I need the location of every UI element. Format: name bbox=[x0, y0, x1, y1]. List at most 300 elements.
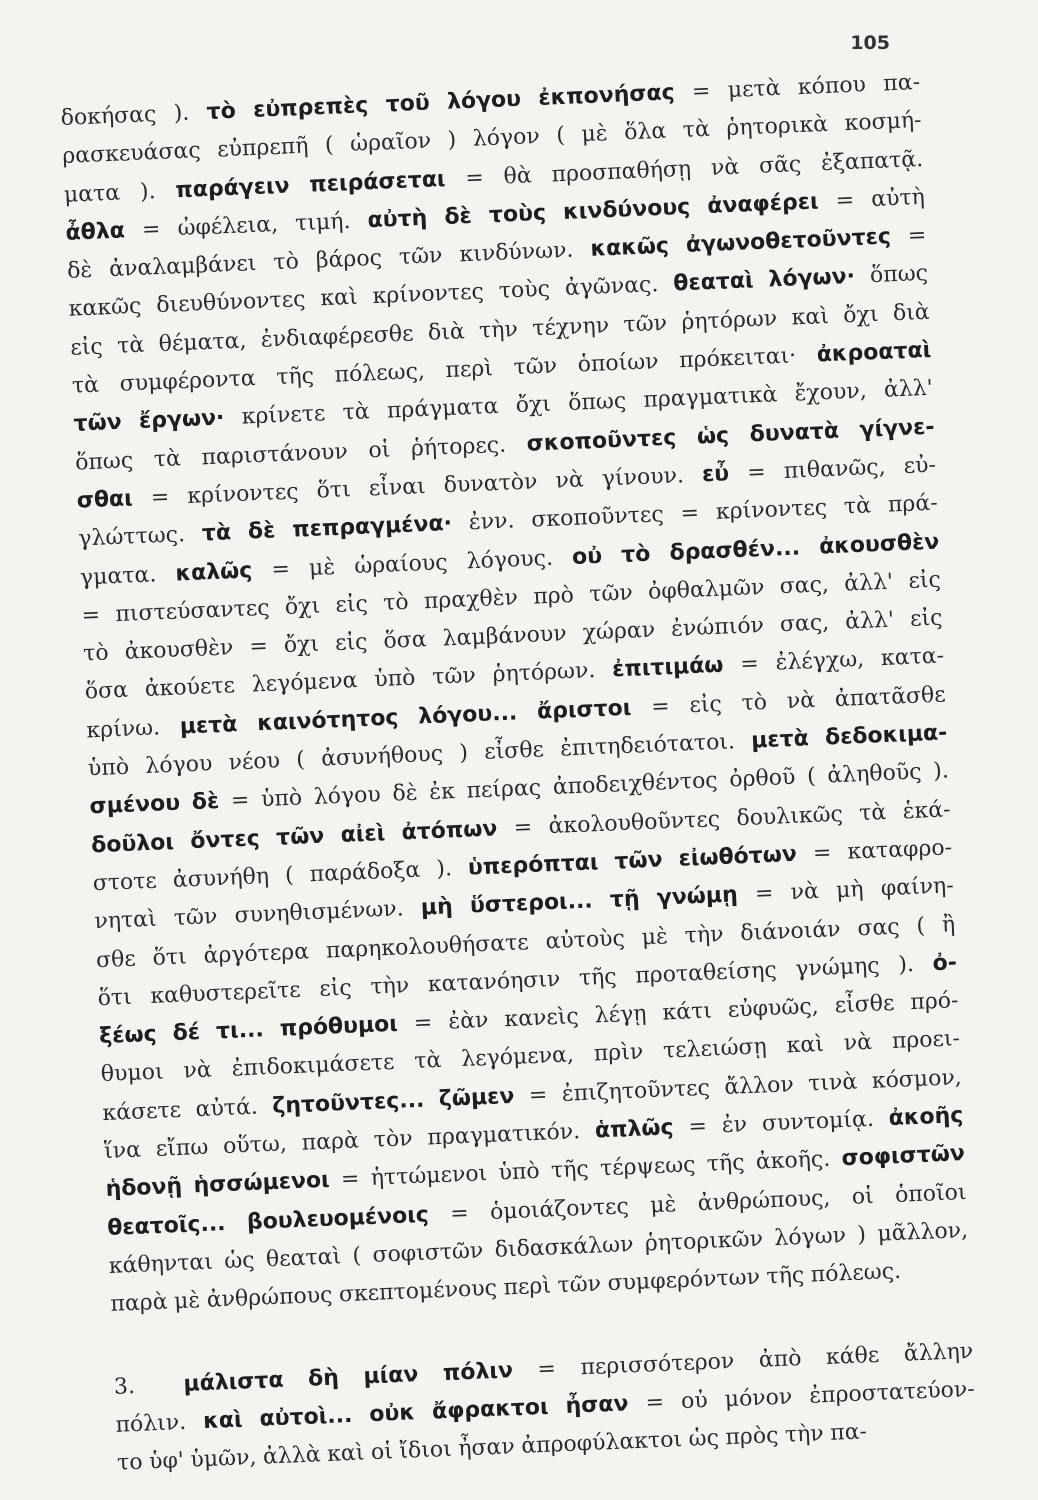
gloss-word: μὲ bbox=[173, 1288, 201, 1315]
gloss-word: λόγου bbox=[144, 751, 213, 780]
gloss-word: κάσετε bbox=[101, 1097, 182, 1126]
gloss-word: λόγους. bbox=[466, 545, 554, 574]
gloss-word: τῶν bbox=[173, 904, 218, 932]
gloss-word: δοκήσας bbox=[60, 101, 157, 131]
gloss-word: τὸ bbox=[382, 589, 410, 616]
lemma-word: τοὺς bbox=[488, 200, 547, 229]
gloss-word: σκοποῦντες bbox=[530, 502, 665, 533]
gloss-word: τὰ bbox=[682, 117, 711, 144]
gloss-word: οὐ bbox=[680, 1387, 709, 1414]
gloss-word: ἐνν. bbox=[468, 508, 515, 536]
lemma-word: πεπραγμένα· bbox=[291, 511, 453, 543]
gloss-word: = bbox=[812, 840, 832, 867]
lemma-word: δεδοκιμα- bbox=[824, 720, 948, 751]
gloss-word: οἱ bbox=[370, 1439, 394, 1466]
gloss-word: εἶναι bbox=[368, 474, 427, 502]
gloss-word: ἡττώμενοι bbox=[370, 1161, 488, 1192]
gloss-word: οἱ bbox=[367, 437, 391, 464]
gloss-word: κακῶς bbox=[68, 294, 142, 323]
gloss-word: τελειώσῃ bbox=[662, 1034, 768, 1064]
gloss-word: ἐλέγχω, bbox=[775, 647, 865, 676]
lemma-word: πειράσεται bbox=[308, 166, 446, 198]
gloss-word: κόπου bbox=[797, 72, 867, 101]
gloss-word: σας, bbox=[779, 610, 830, 638]
gloss-word: τὸ bbox=[741, 689, 768, 716]
gloss-word: = bbox=[141, 216, 161, 243]
gloss-word: ὠφέλεια, bbox=[177, 211, 279, 242]
gloss-word: ὡς bbox=[223, 1247, 256, 1275]
gloss-word: τῶν bbox=[513, 353, 558, 381]
lemma-word: ζῶμεν bbox=[438, 1083, 515, 1112]
gloss-word: ἀλλ' bbox=[843, 569, 894, 597]
gloss-word: καταφρο- bbox=[846, 835, 953, 865]
gloss-word: εἰς bbox=[334, 591, 369, 618]
gloss-word: ἑκά- bbox=[902, 796, 952, 824]
gloss-word: κάτι bbox=[661, 998, 713, 1026]
gloss-word: ὁποῖοι bbox=[894, 1179, 968, 1208]
gloss-word: πράγματα bbox=[386, 394, 499, 424]
gloss-word: λόγον bbox=[472, 124, 541, 153]
gloss-word: τὴν bbox=[784, 1421, 825, 1448]
gloss-word: ὑπὸ bbox=[87, 754, 130, 782]
gloss-word: ρασκευάσας bbox=[61, 138, 202, 170]
gloss-word: ὑπὸ bbox=[260, 785, 303, 813]
gloss-word: ὡραίους bbox=[353, 549, 449, 579]
lemma-word: μάλιστα bbox=[182, 1367, 285, 1397]
gloss-word: ὡς bbox=[688, 1425, 720, 1452]
gloss-word: κοσμή- bbox=[844, 108, 923, 137]
gloss-word: ( bbox=[806, 764, 817, 790]
lemma-word: ζητοῦντες... bbox=[271, 1087, 425, 1119]
lemma-word: ἁπλῶς bbox=[594, 1115, 675, 1144]
gloss-word: ) bbox=[447, 127, 457, 154]
lemma-word: ἀτόπων bbox=[401, 815, 498, 845]
gloss-word: οἱ bbox=[851, 1183, 875, 1210]
lemma-word: κακῶς bbox=[589, 233, 670, 263]
lemma-word: μετὰ bbox=[179, 711, 238, 740]
gloss-word: προταθείσης bbox=[634, 957, 778, 989]
gloss-word: νὰ bbox=[843, 1030, 873, 1057]
gloss-word: δυνατὸν bbox=[443, 469, 538, 499]
gloss-word: ῥητορικῶν bbox=[644, 1226, 764, 1257]
gloss-word: τῶν bbox=[556, 1271, 602, 1299]
gloss-word: ὅπως bbox=[567, 388, 627, 417]
gloss-word: ὁποίων bbox=[577, 349, 660, 378]
gloss-word: = bbox=[754, 881, 774, 907]
lemma-word: κινδύνους bbox=[562, 194, 691, 225]
gloss-word: = bbox=[739, 651, 760, 678]
gloss-word: ἐπιζητοῦντες bbox=[561, 1075, 711, 1107]
gloss-word: τῆς bbox=[706, 1150, 746, 1178]
gloss-word: πραχθὲν bbox=[423, 585, 519, 615]
gloss-word: ( bbox=[295, 747, 306, 773]
lemma-word: δὲ bbox=[443, 203, 473, 230]
lemma-word: δὲ bbox=[191, 789, 220, 816]
gloss-word: = bbox=[746, 459, 767, 486]
gloss-word: ἀνθρώπους bbox=[206, 1282, 333, 1314]
gloss-word: = bbox=[413, 1010, 433, 1037]
lemma-word: ὡς bbox=[696, 422, 730, 450]
gloss-word: = bbox=[680, 500, 700, 527]
gloss-word: κρίνω. bbox=[85, 715, 161, 744]
gloss-word: διὰ bbox=[427, 319, 466, 346]
gloss-word: κανεὶς bbox=[503, 1004, 580, 1033]
lemma-word: παράγειν bbox=[174, 173, 291, 203]
lemma-word: πρόθυμοι bbox=[279, 1011, 399, 1042]
gloss-word: ὑφ' bbox=[148, 1448, 185, 1475]
gloss-word: = bbox=[270, 556, 291, 583]
gloss-word: τὴν bbox=[478, 316, 519, 344]
gloss-word: εὐπρεπῆ bbox=[216, 133, 309, 163]
gloss-word: τὴν bbox=[369, 972, 410, 1000]
gloss-word: διάνοιάν bbox=[739, 916, 842, 946]
lemma-word: μὴ bbox=[420, 894, 454, 921]
gloss-word: παρὰ bbox=[109, 1289, 169, 1318]
gloss-word: τῶν bbox=[398, 243, 443, 271]
gloss-word: ἀπατᾶσθε bbox=[834, 682, 947, 712]
lemma-word: τῶν bbox=[613, 847, 664, 875]
lemma-word: μίαν bbox=[362, 1361, 419, 1389]
lemma-word: εὖ bbox=[701, 461, 730, 488]
gloss-word: θεαταὶ bbox=[265, 1244, 342, 1273]
gloss-word: = bbox=[536, 1355, 557, 1382]
gloss-word: ὄχι bbox=[284, 593, 321, 620]
gloss-word: πρά- bbox=[887, 490, 939, 518]
gloss-word: νὰ bbox=[183, 1057, 213, 1085]
gloss-word: πόλεως, bbox=[334, 359, 426, 388]
gloss-word: ὅσα bbox=[383, 627, 428, 655]
gloss-word: θὰ bbox=[503, 162, 533, 190]
lemma-word: δοῦλοι bbox=[90, 829, 175, 858]
gloss-word: σας, bbox=[779, 572, 830, 600]
gloss-word: = bbox=[464, 164, 485, 191]
gloss-word: ἐπιτηδειότατοι. bbox=[559, 729, 736, 762]
lemma-word: καλῶς bbox=[174, 557, 253, 587]
gloss-word: ἐὰν bbox=[447, 1008, 489, 1035]
gloss-word: σας bbox=[856, 914, 901, 941]
lemma-word: τῇ bbox=[609, 886, 641, 913]
gloss-word: ἐνώπιόν bbox=[670, 613, 765, 643]
gloss-word: τῶν bbox=[588, 580, 634, 608]
gloss-word: εἶσθε bbox=[483, 737, 545, 765]
gloss-word: μὴ bbox=[835, 877, 865, 904]
lemma-word: τῶν bbox=[275, 823, 325, 851]
lemma-word: σκοποῦντες bbox=[526, 425, 677, 457]
gloss-word: οὕτω, bbox=[222, 1131, 288, 1160]
gloss-word: ἐκ bbox=[428, 779, 456, 806]
gloss-word: πιστεύσαντες bbox=[114, 595, 271, 627]
lemma-word: ὕστεροι... bbox=[469, 888, 594, 919]
lemma-word: λόγων· bbox=[768, 264, 856, 293]
gloss-word: ῥητόρων bbox=[680, 305, 778, 335]
gloss-word: προει- bbox=[891, 1026, 961, 1055]
gloss-word: ). bbox=[435, 856, 453, 882]
gloss-word: ὀφθαλμῶν bbox=[647, 574, 765, 605]
gloss-word: τῆς bbox=[275, 363, 315, 391]
gloss-word: = bbox=[907, 223, 927, 249]
lemma-word: ἆθλα bbox=[65, 218, 126, 246]
gloss-word: ἀλλ' bbox=[844, 607, 895, 635]
gloss-word: τῶν bbox=[431, 663, 477, 691]
gloss-word: ὅτι bbox=[152, 943, 188, 971]
gloss-word: ἴδιοι bbox=[398, 1436, 453, 1465]
gloss-word: ἀσυνήθους bbox=[320, 741, 444, 772]
gloss-word: ( bbox=[915, 913, 926, 939]
gloss-word: μόνον bbox=[724, 1384, 793, 1413]
gloss-word: τὰ bbox=[413, 1048, 442, 1075]
gloss-word: ἐν bbox=[721, 1112, 748, 1139]
lemma-word: βουλευομένοις bbox=[246, 1202, 430, 1235]
gloss-word: τῶν bbox=[622, 310, 668, 338]
lemma-word: ἐπιτιμάω bbox=[611, 653, 724, 683]
gloss-word: καὶ bbox=[786, 1032, 825, 1059]
lemma-word: αἰεὶ bbox=[340, 820, 386, 848]
gloss-word: = bbox=[687, 1113, 708, 1140]
gloss-word: ( bbox=[324, 132, 335, 159]
lemma-word: εὐπρεπὲς bbox=[252, 93, 369, 123]
gloss-word: παριστάνουν bbox=[201, 438, 349, 471]
gloss-word: λαμβάνουν bbox=[442, 621, 568, 652]
gloss-word: ). bbox=[897, 951, 915, 978]
gloss-word: κρίνετε bbox=[241, 401, 326, 431]
gloss-word: ἀνθρώπους, bbox=[697, 1185, 831, 1216]
gloss-word: λέγῃ bbox=[594, 1001, 647, 1029]
gloss-word: ὅτι bbox=[97, 984, 133, 1012]
gloss-word: στοτε bbox=[92, 868, 158, 897]
gloss-word: ἀπὸ bbox=[758, 1345, 802, 1373]
gloss-word: κάθε bbox=[825, 1342, 880, 1370]
lemma-word: λόγου bbox=[446, 86, 522, 115]
gloss-word: μᾶλλον, bbox=[876, 1217, 969, 1247]
gloss-word: εἴπω bbox=[155, 1134, 209, 1162]
gloss-word: ῥητορικὰ bbox=[725, 112, 829, 142]
lemma-word: ὄντες bbox=[189, 825, 261, 854]
gloss-word: περὶ bbox=[503, 1273, 552, 1301]
lemma-word: ἀγωνοθετοῦντες bbox=[685, 224, 892, 259]
gloss-word: ὄχι bbox=[283, 631, 320, 659]
gloss-word: ἀναλαμβάνει bbox=[108, 251, 257, 283]
gloss-word: καθυστερεῖτε bbox=[149, 977, 302, 1009]
gloss-word: μὲ bbox=[649, 1191, 677, 1218]
gloss-word: λόγων bbox=[773, 1223, 847, 1251]
gloss-word: πόλιν. bbox=[115, 1409, 187, 1438]
gloss-word: λόγου bbox=[313, 782, 382, 811]
gloss-word: πιθανῶς, bbox=[783, 454, 887, 484]
gloss-word: = bbox=[835, 187, 855, 214]
gloss-word: κρίνοντες bbox=[715, 495, 828, 526]
lemma-word: αὐτοὶ... bbox=[259, 1402, 353, 1432]
gloss-word: ἵνα bbox=[103, 1137, 142, 1165]
gloss-word: σκεπτομένους bbox=[338, 1275, 498, 1308]
gloss-word: πείρας bbox=[466, 775, 542, 804]
lemma-word: πόλιν bbox=[442, 1357, 514, 1386]
gloss-word: ( bbox=[351, 1243, 362, 1269]
gloss-word: ὑπὸ bbox=[373, 666, 416, 693]
gloss-word: ὄχι bbox=[515, 392, 552, 419]
gloss-word: ὅσα bbox=[84, 678, 129, 705]
gloss-word: αὐτοὺς bbox=[545, 925, 626, 954]
gloss-word: τέρψεως bbox=[599, 1152, 696, 1182]
gloss-word: ἀκουσθὲν bbox=[124, 635, 234, 665]
gloss-word: εἰς bbox=[69, 334, 104, 361]
lemma-word: τι... bbox=[215, 1017, 265, 1045]
gloss-word: νὰ bbox=[786, 687, 816, 714]
gloss-word: φαίνη- bbox=[880, 873, 955, 902]
gloss-word: πα- bbox=[882, 69, 921, 97]
gloss-word: ὅτι bbox=[316, 477, 352, 504]
gloss-word: = bbox=[81, 602, 101, 629]
gloss-word: τινὰ bbox=[807, 1069, 858, 1097]
gloss-word: νηταὶ bbox=[93, 906, 158, 935]
gloss-word: συμφέροντα bbox=[119, 366, 257, 397]
gloss-word: δὲ bbox=[66, 257, 93, 285]
lemma-word: σμένου bbox=[89, 790, 181, 820]
gloss-word: πρόκειται· bbox=[678, 343, 797, 374]
lemma-word: αὐτὴ bbox=[367, 205, 428, 234]
gloss-word: νὰ bbox=[790, 879, 820, 906]
gloss-word: σθε bbox=[95, 946, 137, 973]
gloss-word: τέχνην bbox=[531, 312, 610, 342]
lemma-word: τῶν bbox=[73, 410, 123, 438]
gloss-word: τὸ bbox=[82, 640, 110, 667]
gloss-word: κατα- bbox=[880, 643, 945, 672]
gloss-word: διευθύνοντες bbox=[155, 287, 306, 319]
lemma-word: δυνατὰ bbox=[749, 418, 840, 448]
gloss-word: παρηκολουθήσατε bbox=[325, 929, 530, 964]
gloss-word: ἀκοῆς. bbox=[755, 1146, 831, 1176]
gloss-word: ὅπως bbox=[74, 447, 134, 476]
gloss-word: καὶ bbox=[326, 1440, 365, 1468]
gloss-word: ἦσαν bbox=[457, 1434, 516, 1462]
gloss-word: μετὰ bbox=[727, 75, 782, 104]
gloss-word: το bbox=[116, 1449, 144, 1476]
gloss-word: ὅλα bbox=[623, 118, 667, 146]
lemma-word: ἀκροαταὶ bbox=[816, 337, 932, 368]
gloss-word: ἢ bbox=[941, 911, 956, 938]
gloss-word: νὰ bbox=[710, 154, 740, 181]
gloss-word: πα- bbox=[829, 1419, 868, 1446]
gloss-word: ἐπιδοκιμάσετε bbox=[231, 1050, 395, 1083]
gloss-word: = bbox=[650, 693, 671, 720]
section-number: 3. bbox=[113, 1373, 136, 1400]
gloss-word: καὶ bbox=[319, 285, 359, 312]
gloss-word: λεγόμενα, bbox=[460, 1042, 575, 1073]
gloss-word: γίνουν. bbox=[601, 463, 685, 492]
gloss-word: ἀσυνήθη bbox=[172, 863, 270, 893]
lemma-word: εἰωθότων bbox=[678, 841, 798, 872]
gloss-word: πρὸ bbox=[532, 582, 575, 610]
gloss-word: πρό- bbox=[909, 988, 959, 1016]
gloss-word: εὐ- bbox=[903, 452, 937, 479]
gloss-word: συντομίᾳ. bbox=[761, 1106, 875, 1137]
gloss-word: εἰς bbox=[334, 629, 368, 657]
gloss-word: τὰ bbox=[153, 445, 182, 473]
gloss-word: = bbox=[230, 788, 250, 814]
gloss-word: τῆς bbox=[550, 1157, 590, 1184]
gloss-word: ἀκολουθοῦντες bbox=[548, 806, 721, 839]
gloss-word: ὄχι bbox=[842, 301, 879, 329]
lemma-word: δέ bbox=[172, 1020, 201, 1047]
lemma-word: ἐκπονήσας bbox=[537, 80, 676, 111]
gloss-word: ῥήτορες. bbox=[410, 432, 507, 462]
lemma-word: τὸ bbox=[206, 98, 237, 125]
gloss-word: μὲ bbox=[641, 923, 669, 950]
gloss-word: = bbox=[645, 1389, 665, 1416]
gloss-word: πραγματικὰ bbox=[642, 382, 778, 414]
gloss-word: ἀκούετε bbox=[144, 673, 236, 703]
gloss-word: = bbox=[449, 1200, 470, 1227]
gloss-word: ἀποδειχθέντος bbox=[552, 768, 719, 801]
gloss-word: ἄλλην bbox=[903, 1338, 974, 1367]
gloss-word: ) bbox=[458, 740, 469, 766]
lemma-word: οὐκ bbox=[368, 1400, 416, 1427]
gloss-word: πρὶν bbox=[593, 1039, 644, 1067]
gloss-word: διδασκάλων bbox=[494, 1231, 634, 1263]
gloss-word: δουλικῶς bbox=[735, 801, 844, 831]
gloss-word: παράδοξα bbox=[309, 857, 421, 888]
gloss-word: ἔχουν, bbox=[794, 378, 868, 407]
lemma-word: τὸ bbox=[620, 541, 651, 568]
gloss-word: κατανόησιν bbox=[427, 966, 561, 998]
lemma-word: τὰ bbox=[201, 520, 232, 547]
gloss-word: = bbox=[528, 1082, 548, 1108]
lemma-word: ἡδονῇ bbox=[105, 1174, 183, 1203]
gloss-word: ἀγῶνας. bbox=[564, 272, 659, 302]
lemma-word: οὐ bbox=[571, 543, 603, 570]
gloss-word: τὴν bbox=[684, 921, 724, 949]
gloss-word: διὰ bbox=[892, 299, 931, 327]
gloss-word: ( bbox=[555, 123, 566, 149]
lemma-word: γίγνε- bbox=[859, 414, 935, 443]
gloss-word: τὰ bbox=[71, 372, 100, 399]
lemma-word: ὀ- bbox=[932, 950, 958, 977]
gloss-word: νέου bbox=[228, 748, 281, 776]
lemma-word: δὴ bbox=[307, 1364, 340, 1392]
gloss-word: ματα bbox=[63, 180, 121, 208]
lemma-word: ὑπερόπται bbox=[467, 850, 599, 881]
gloss-word: τιμή. bbox=[294, 208, 351, 237]
gloss-word: βάρος bbox=[315, 245, 383, 274]
gloss-word: ἄλλον bbox=[723, 1071, 795, 1100]
lemma-word: ἔργων· bbox=[138, 405, 225, 435]
lemma-word: θεατοῖς... bbox=[106, 1210, 227, 1241]
gloss-word: ὅπως bbox=[869, 261, 929, 289]
gloss-word: νὰ bbox=[554, 467, 585, 494]
lemma-word: ἄφρακτοι bbox=[431, 1394, 550, 1425]
lemma-word: μετὰ bbox=[750, 726, 810, 754]
gloss-word: εἰς bbox=[688, 691, 723, 718]
gloss-word: λεγόμενα bbox=[251, 668, 358, 698]
gloss-word: πόλεως. bbox=[810, 1259, 902, 1288]
gloss-word: γματα. bbox=[79, 561, 157, 591]
gloss-word: κάθηνται bbox=[108, 1249, 214, 1279]
gloss-word: κόσμον, bbox=[871, 1064, 963, 1094]
gloss-word: μὲ bbox=[308, 554, 336, 581]
gloss-word: ἀλλ' bbox=[883, 376, 934, 404]
gloss-word: τὰ bbox=[858, 799, 887, 826]
lemma-word: ξέως bbox=[98, 1021, 158, 1050]
gloss-word: δὲ bbox=[391, 780, 419, 808]
gloss-word: ὀρθοῦ bbox=[728, 765, 796, 793]
gloss-word: = bbox=[513, 814, 533, 841]
gloss-word: ὡραῖον bbox=[349, 128, 432, 158]
gloss-word: παρὰ bbox=[301, 1128, 360, 1156]
lemma-word: θεαταὶ bbox=[672, 268, 755, 297]
gloss-word: θυμοι bbox=[100, 1059, 165, 1088]
gloss-word: εἰς bbox=[907, 567, 942, 594]
gloss-word: τὰ bbox=[843, 493, 872, 520]
lemma-word: ἦσαν bbox=[565, 1391, 629, 1419]
